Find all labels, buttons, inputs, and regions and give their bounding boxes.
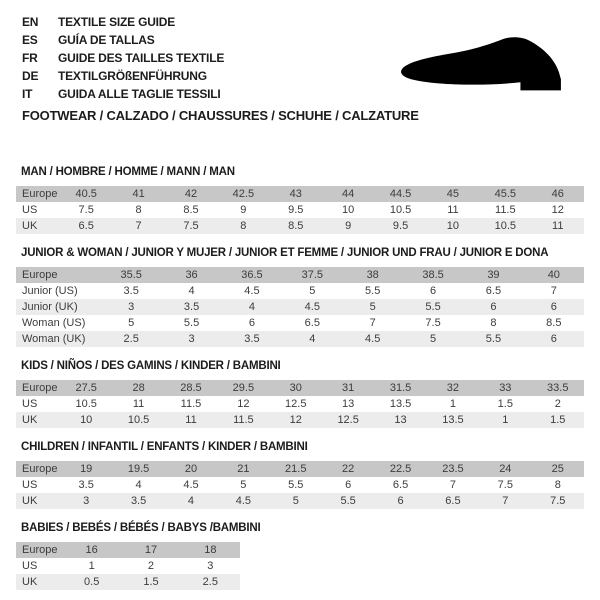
size-value: 31 [342,382,355,394]
size-section-2 [16,360,584,428]
size-value: 41 [132,188,145,200]
size-section-3 [16,441,584,509]
size-value: 12.5 [337,414,359,426]
size-value: 6 [490,301,497,313]
size-value: 1.5 [143,576,159,588]
language-title: GUÍA DE TALLAS [58,33,155,47]
size-value: 22 [342,463,355,475]
size-sections [16,166,584,590]
size-value: 37.5 [301,269,324,281]
size-value: 11 [185,414,197,426]
size-value: 7.5 [497,479,513,491]
size-value: 4.5 [365,333,381,345]
size-table [16,380,584,428]
table-row [16,315,584,331]
size-value: 6.5 [445,495,461,507]
size-value: 6.5 [392,479,409,491]
table-row [16,380,584,396]
section-title: CHILDREN / INFANTIL / ENFANTS / KINDER / BAMBINI [21,441,308,453]
size-value: 4 [309,333,316,345]
size-value: 19.5 [127,463,150,475]
language-title: TEXTILGRÖßENFÜHRUNG [58,69,207,83]
table-row [16,186,584,202]
size-value: 11 [447,204,459,216]
size-value: 17 [144,544,158,556]
table-row [16,283,584,299]
size-value: 3.5 [244,333,260,345]
size-value: 21 [237,463,250,475]
size-value: 28 [132,382,145,394]
dress-shoe-icon [398,34,568,92]
size-value: 3 [188,333,195,345]
language-code: EN [22,15,39,29]
size-value: 13 [342,398,355,410]
size-table [16,542,240,590]
row-label: Junior (US) [22,285,78,297]
size-value: 1 [502,414,509,426]
language-row [22,13,600,31]
size-value: 12 [237,398,250,410]
size-value: 4 [188,285,195,297]
table-row [16,574,240,590]
language-code: DE [22,69,39,83]
size-value: 7 [502,495,509,507]
size-value: 11 [132,398,145,410]
size-value: 8.5 [183,204,199,216]
size-value: 40 [547,269,560,281]
size-value: 44.5 [389,188,412,200]
size-value: 42 [184,188,198,200]
size-value: 8.5 [288,220,304,232]
size-value: 10.5 [494,220,517,232]
size-value: 6 [550,333,557,345]
size-value: 10.5 [389,204,412,216]
size-value: 27.5 [75,382,97,394]
size-value: 8 [240,220,247,232]
section-title: MAN / HOMBRE / HOMME / MANN / MAN [21,166,235,178]
size-value: 28.5 [180,382,202,394]
size-value: 22.5 [389,463,412,475]
size-value: 4.5 [304,301,320,313]
size-value: 11.5 [180,398,202,410]
category-line: FOOTWEAR / CALZADO / CHAUSSURES / SCHUHE / CALZATURE [22,108,419,123]
size-table [16,461,584,509]
row-label: US [22,398,38,410]
row-label: Europe [22,188,58,200]
size-value: 45 [446,188,460,200]
size-value: 12.5 [285,398,307,410]
size-value: 3 [128,301,135,313]
table-row [16,331,584,347]
size-value: 7.5 [183,220,199,232]
size-value: 3.5 [123,285,139,297]
row-label: US [22,479,38,491]
size-value: 16 [85,544,98,556]
language-title: GUIDE DES TAILLES TEXTILE [58,51,225,65]
size-value: 5 [309,285,316,297]
size-section-1 [16,247,584,347]
size-value: 4 [187,495,195,507]
row-label: Europe [22,463,58,475]
size-value: 43 [289,188,302,200]
row-label: Europe [22,544,58,556]
size-value: 3 [83,495,90,507]
size-value: 3.5 [183,301,200,313]
size-value: 11.5 [233,414,254,426]
size-value: 31.5 [389,382,412,394]
row-label: Woman (UK) [22,333,86,345]
size-value: 3 [207,560,214,572]
table-row [16,218,584,234]
row-label: Junior (UK) [22,301,78,313]
size-value: 45.5 [494,188,517,200]
table-row [16,461,584,477]
size-table [16,186,584,234]
size-value: 6.5 [78,220,94,232]
size-value: 5.5 [425,301,441,313]
section-title: KIDS / NIÑOS / DES GAMINS / KINDER / BAMBINI [21,360,281,372]
row-label: Europe [22,382,58,394]
size-value: 4.5 [244,285,260,297]
table-row [16,542,240,558]
size-value: 12 [551,204,564,216]
size-value: 13.5 [389,398,412,410]
size-value: 6.5 [485,285,502,297]
table-row [16,299,584,315]
size-value: 0.5 [84,576,100,588]
size-value: 5.5 [340,495,356,507]
table-row [16,396,584,412]
size-value: 7.5 [425,317,441,329]
size-value: 7 [135,220,142,232]
language-title: TEXTILE SIZE GUIDE [58,15,176,29]
size-value: 5 [292,495,299,507]
size-section-4 [16,522,584,590]
size-value: 11 [552,220,564,232]
size-value: 7 [550,285,557,297]
row-label: Woman (US) [22,317,86,329]
size-value: 2.5 [202,576,218,588]
size-value: 4 [135,479,142,491]
size-value: 5 [369,301,376,313]
row-label: UK [22,495,38,507]
size-value: 23.5 [442,463,464,475]
size-value: 8 [554,479,561,491]
size-value: 9.5 [392,220,409,232]
size-value: 10.5 [75,398,97,410]
table-row [16,477,584,493]
size-value: 1 [88,560,95,572]
size-value: 7 [449,479,456,491]
size-value: 3.5 [130,495,147,507]
size-value: 3.5 [78,479,94,491]
language-code: FR [22,51,38,65]
language-code: ES [22,33,38,47]
size-value: 18 [204,544,217,556]
size-value: 2.5 [123,333,139,345]
row-label: US [22,560,38,572]
size-value: 32 [446,382,460,394]
size-value: 21.5 [285,463,307,475]
size-value: 35.5 [120,269,142,281]
row-label: Europe [22,269,58,281]
size-value: 30 [289,382,302,394]
size-value: 7.5 [78,204,94,216]
size-section-0 [16,166,584,234]
size-value: 33.5 [547,382,569,394]
size-value: 10 [80,414,93,426]
size-value: 11.5 [495,204,516,216]
size-value: 4.5 [235,495,252,507]
size-table [16,267,584,347]
size-value: 42.5 [232,188,255,200]
size-value: 4 [248,301,255,313]
size-value: 36 [185,269,198,281]
size-value: 6 [430,285,437,297]
size-value: 5.5 [288,479,304,491]
size-value: 1.5 [550,414,566,426]
size-value: 1.5 [497,398,513,410]
size-value: 33 [499,382,512,394]
table-row [16,267,584,283]
size-value: 36.5 [241,269,263,281]
size-value: 5.5 [183,317,200,329]
size-value: 40.5 [75,188,97,200]
size-value: 2 [554,398,561,410]
section-title: JUNIOR & WOMAN / JUNIOR Y MUJER / JUNIOR ET FEMME / JUNIOR UND FRAU / JUNIOR E DONA [21,247,549,259]
row-label: UK [22,220,38,232]
size-value: 9 [240,204,247,216]
size-value: 10 [446,220,460,232]
size-value: 2 [147,560,155,572]
size-value: 9 [345,220,352,232]
size-value: 9.5 [288,204,304,216]
size-value: 4.5 [183,479,199,491]
size-value: 39 [487,269,500,281]
size-value: 5.5 [365,285,381,297]
size-value: 8.5 [546,317,562,329]
size-value: 6 [248,317,255,329]
size-value: 19 [80,463,93,475]
size-value: 8 [490,317,497,329]
size-value: 6.5 [304,317,320,329]
size-value: 24 [499,463,512,475]
size-value: 38 [366,269,379,281]
row-label: UK [22,414,38,426]
size-value: 38.5 [422,269,444,281]
size-value: 25 [551,463,564,475]
size-value: 6 [550,301,557,313]
language-title: GUIDA ALLE TAGLIE TESSILI [58,87,221,101]
size-value: 29.5 [232,382,255,394]
language-code: IT [22,87,33,101]
table-row [16,493,584,509]
size-value: 5 [430,333,437,345]
size-value: 1 [449,398,456,410]
size-value: 13 [394,414,407,426]
section-title: BABIES / BEBÉS / BÉBÉS / BABYS /BAMBINI [21,522,261,534]
table-row [16,558,240,574]
size-value: 6 [345,479,352,491]
size-value: 5 [240,479,247,491]
size-value: 5.5 [485,333,502,345]
size-value: 10 [342,204,355,216]
table-row [16,412,584,428]
size-value: 13.5 [442,414,464,426]
size-value: 5 [128,317,135,329]
table-row [16,202,584,218]
size-value: 7 [369,317,376,329]
size-value: 12 [289,414,302,426]
size-value: 44 [342,188,355,200]
size-value: 46 [551,188,564,200]
row-label: US [22,204,38,216]
size-value: 20 [184,463,198,475]
size-value: 7.5 [550,495,566,507]
size-value: 10.5 [127,414,150,426]
size-value: 8 [135,204,142,216]
size-value: 6 [397,495,404,507]
row-label: UK [22,576,38,588]
